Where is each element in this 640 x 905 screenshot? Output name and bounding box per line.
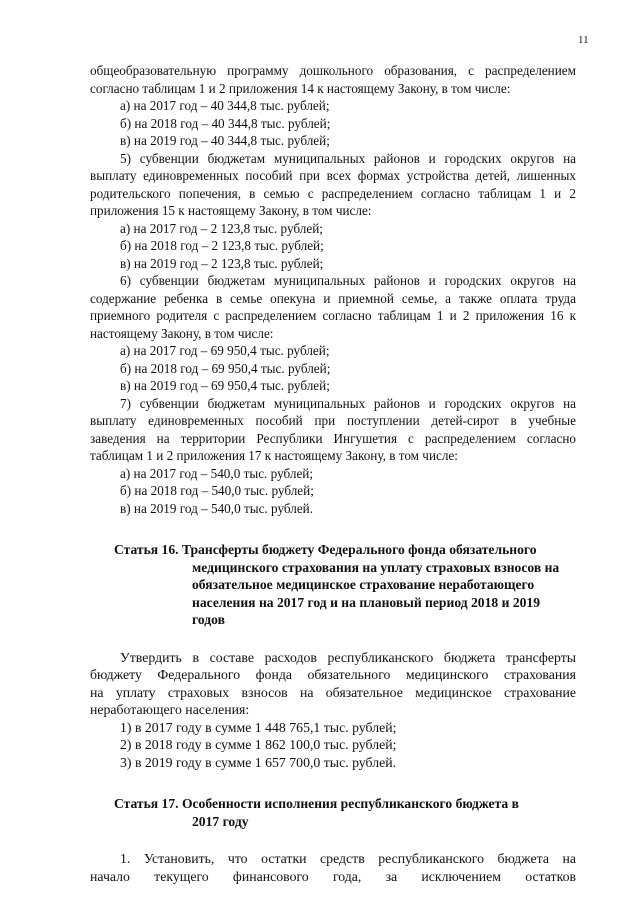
list-item: 1) в 2017 году в сумме 1 448 765,1 тыс. рублей;: [120, 719, 397, 735]
text-line: Утвердить в составе расходов республиканского бюджета трансферты: [120, 649, 576, 665]
text-line: содержание ребенка в семье опекуна и приемной семье, а также оплата труда: [90, 290, 576, 306]
text-line: начало текущего финансового года, за исключением остатков: [90, 868, 576, 884]
article-16-title-line: годов: [192, 612, 225, 627]
text-line: 6) субвенции бюджетам муниципальных районов и городских округов на: [120, 273, 576, 288]
article-17-title-line: 2017 году: [192, 813, 249, 829]
text-line: бюджету Федерального фонда обязательного медицинского страхования: [90, 667, 576, 682]
text-line: согласно таблицам 1 и 2 приложения 14 к настоящему Закону, в том числе:: [90, 80, 511, 96]
list-item: в) на 2019 год – 40 344,8 тыс. рублей;: [120, 133, 330, 148]
text-line: неработающего населения:: [90, 702, 250, 717]
list-item: 3) в 2019 году в сумме 1 657 700,0 тыс. рублей.: [120, 754, 397, 770]
list-item: в) на 2019 год – 540,0 тыс. рублей.: [120, 500, 314, 516]
article-16-title-line: медицинского страхования на уплату страховых взносов на: [192, 559, 560, 575]
list-item: а) на 2017 год – 2 123,8 тыс. рублей;: [120, 220, 323, 236]
list-item: б) на 2018 год – 2 123,8 тыс. рублей;: [120, 238, 324, 253]
text-line: 7) субвенции бюджетам муниципальных районов и городских округов на: [120, 395, 576, 411]
article-17-heading: [90, 795, 576, 830]
text-line: родительского попечения, в семью с распределением согласно таблицам 1 и 2: [90, 185, 576, 201]
list-item: а) на 2017 год – 69 950,4 тыс. рублей;: [120, 343, 330, 358]
article-17-number: Статья 17.: [114, 796, 179, 811]
text-line: настоящему Закону, в том числе:: [90, 325, 274, 341]
list-item: а) на 2017 год – 540,0 тыс. рублей;: [120, 465, 314, 481]
text-line: общеобразовательную программу дошкольного образования, с распределением: [90, 63, 576, 78]
document-body: [90, 62, 576, 885]
article-17-title-first: Особенности исполнения республиканского бюджета в: [181, 796, 519, 811]
list-item: б) на 2018 год – 69 950,4 тыс. рублей;: [120, 360, 331, 376]
text-line: 5) субвенции бюджетам муниципальных районов и городских округов на: [120, 150, 576, 166]
list-item: а) на 2017 год – 40 344,8 тыс. рублей;: [120, 98, 330, 113]
article-16-title-line: населения на 2017 год и на плановый период 2018 и 2019: [192, 594, 541, 610]
text-line: приемного родителя с распределением согласно таблицам 1 и 2 приложения 16 к: [90, 308, 576, 323]
article-16-title-line: обязательное медицинское страхование неработающего: [192, 577, 535, 592]
article-16-number: Статья 16.: [114, 542, 179, 557]
article-16-heading: [90, 541, 576, 629]
text-line: заведения на территории Республики Ингушетия с распределением согласно: [90, 430, 576, 446]
text-line: выплату единовременных пособий при поступлении детей-сирот в учебные: [90, 413, 576, 428]
list-item: в) на 2019 год – 69 950,4 тыс. рублей;: [120, 378, 330, 393]
article-16-title-first: Трансферты бюджету Федерального фонда обязательного: [181, 542, 537, 557]
text-line: выплату единовременных пособий при всех формах устройства детей, лишенных: [90, 168, 576, 183]
text-line: на уплату страховых взносов на обязательное медицинское страхование: [90, 684, 576, 700]
page-number: 11: [578, 34, 589, 46]
text-line: приложения 15 к настоящему Закону, в том числе:: [90, 203, 372, 218]
list-item: б) на 2018 год – 40 344,8 тыс. рублей;: [120, 115, 331, 131]
text-line: таблицам 1 и 2 приложения 17 к настоящему Закону, в том числе:: [90, 448, 458, 463]
text-line: 1. Установить, что остатки средств республиканского бюджета на: [120, 851, 576, 866]
list-item: 2) в 2018 году в сумме 1 862 100,0 тыс. рублей;: [120, 737, 397, 752]
list-item: в) на 2019 год – 2 123,8 тыс. рублей;: [120, 255, 324, 271]
list-item: б) на 2018 год – 540,0 тыс. рублей;: [120, 483, 314, 498]
